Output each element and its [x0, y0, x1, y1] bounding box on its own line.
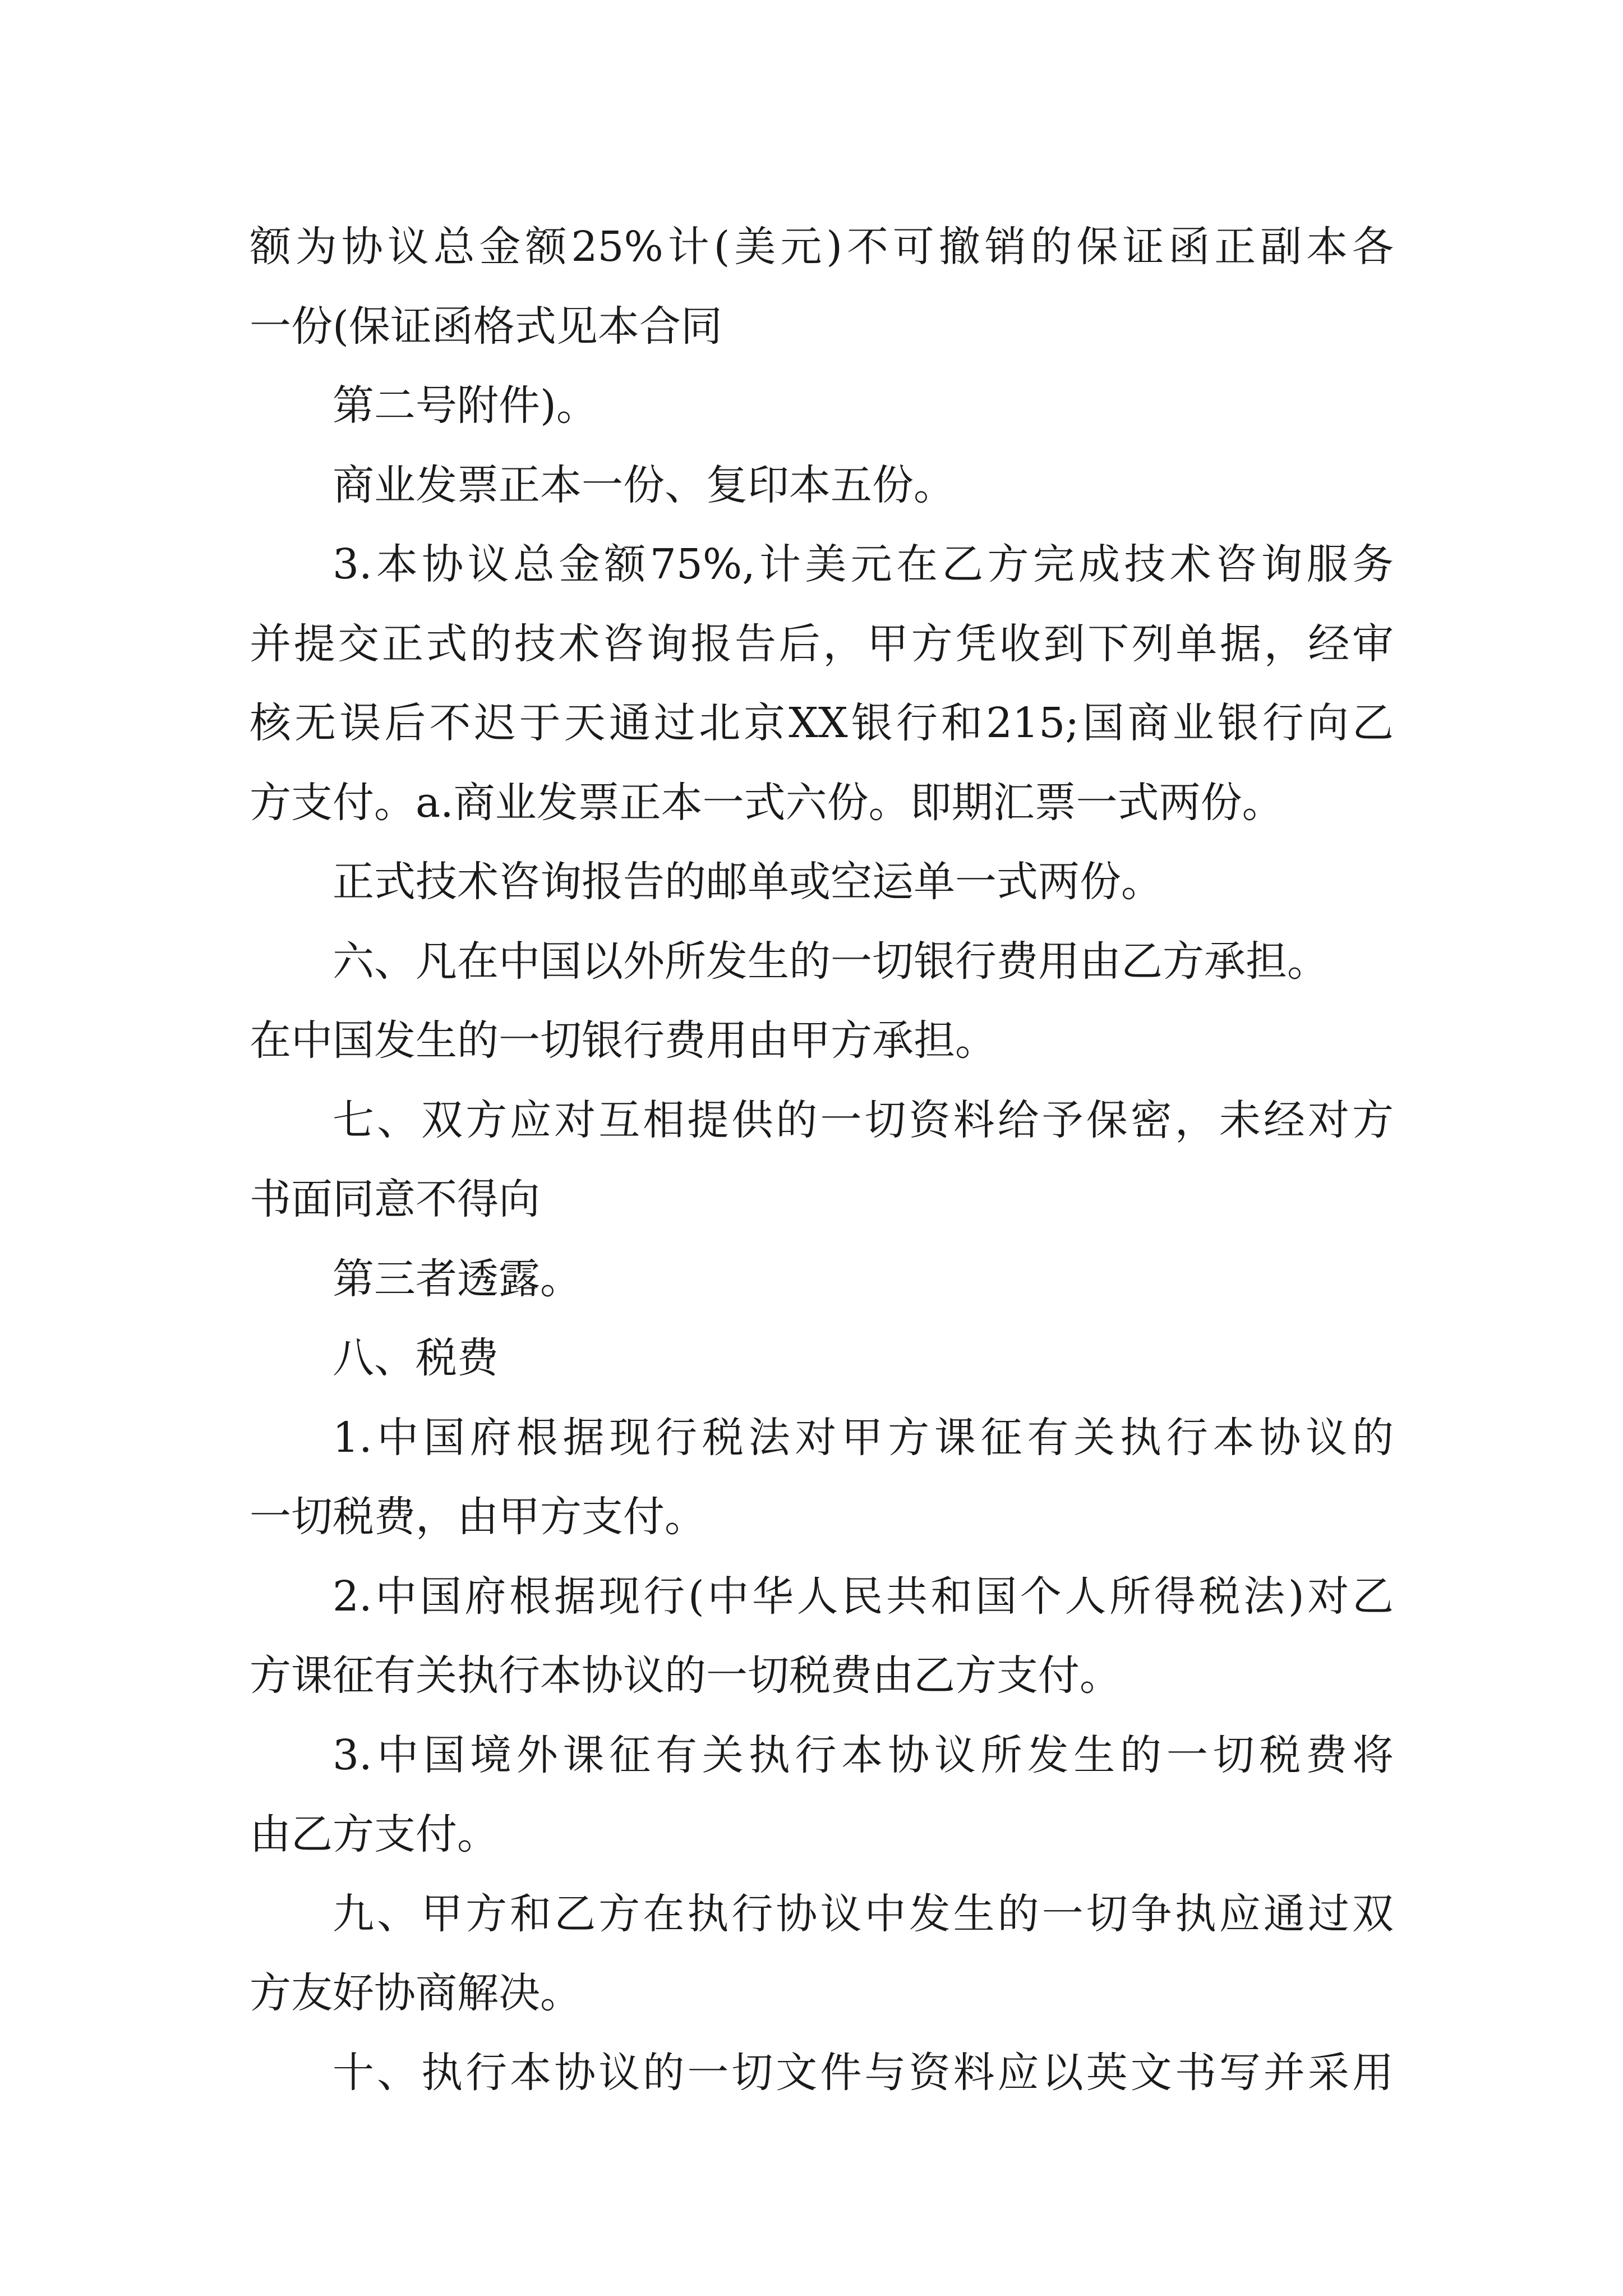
text-line: 正式技术咨询报告的邮单或空运单一式两份。 [333, 858, 1163, 906]
text-line: 八、税费 [333, 1334, 499, 1382]
text-line: 并提交正式的技术咨询报告后，甲方凭收到下列单据，经审 [250, 619, 1394, 668]
text-line: 方课征有关执行本协议的一切税费由乙方支付。 [250, 1651, 1121, 1700]
text-line: 第二号附件)。 [333, 381, 598, 430]
document-body [250, 208, 1394, 2113]
text-line: 由乙方支付。 [250, 1810, 499, 1858]
text-line: 方支付。a.商业发票正本一式六份。即期汇票一式两份。 [250, 778, 1284, 827]
text-line: 额为协议总金额25%计(美元)不可撤销的保证函正副本各 [250, 223, 1394, 271]
text-line: 第三者透露。 [333, 1254, 582, 1303]
text-line: 六、凡在中国以外所发生的一切银行费用由乙方承担。 [333, 937, 1329, 986]
text-line: 一份(保证函格式见本合同 [250, 302, 722, 351]
text-line: 3.本协议总金额75%,计美元在乙方完成技术咨询服务 [333, 540, 1394, 588]
text-line: 1.中国府根据现行税法对甲方课征有关执行本协议的 [333, 1413, 1394, 1462]
text-line: 3.中国境外课征有关执行本协议所发生的一切税费将 [333, 1731, 1394, 1779]
text-line: 核无误后不迟于天通过北京XX银行和215;国商业银行向乙 [250, 699, 1394, 747]
text-line: 2.中国府根据现行(中华人民共和国个人所得税法)对乙 [333, 1572, 1394, 1621]
text-line: 在中国发生的一切银行费用由甲方承担。 [250, 1016, 997, 1065]
text-line: 方友好协商解决。 [250, 1969, 582, 2017]
text-line: 十、执行本协议的一切文件与资料应以英文书写并采用 [333, 2048, 1394, 2097]
text-line: 九、甲方和乙方在执行协议中发生的一切争执应通过双 [333, 1889, 1394, 1938]
text-line: 商业发票正本一份、复印本五份。 [333, 461, 955, 509]
text-line: 七、双方应对互相提供的一切资料给予保密，未经对方 [333, 1096, 1394, 1144]
text-line: 书面同意不得向 [250, 1175, 540, 1223]
text-line: 一切税费，由甲方支付。 [250, 1493, 706, 1541]
